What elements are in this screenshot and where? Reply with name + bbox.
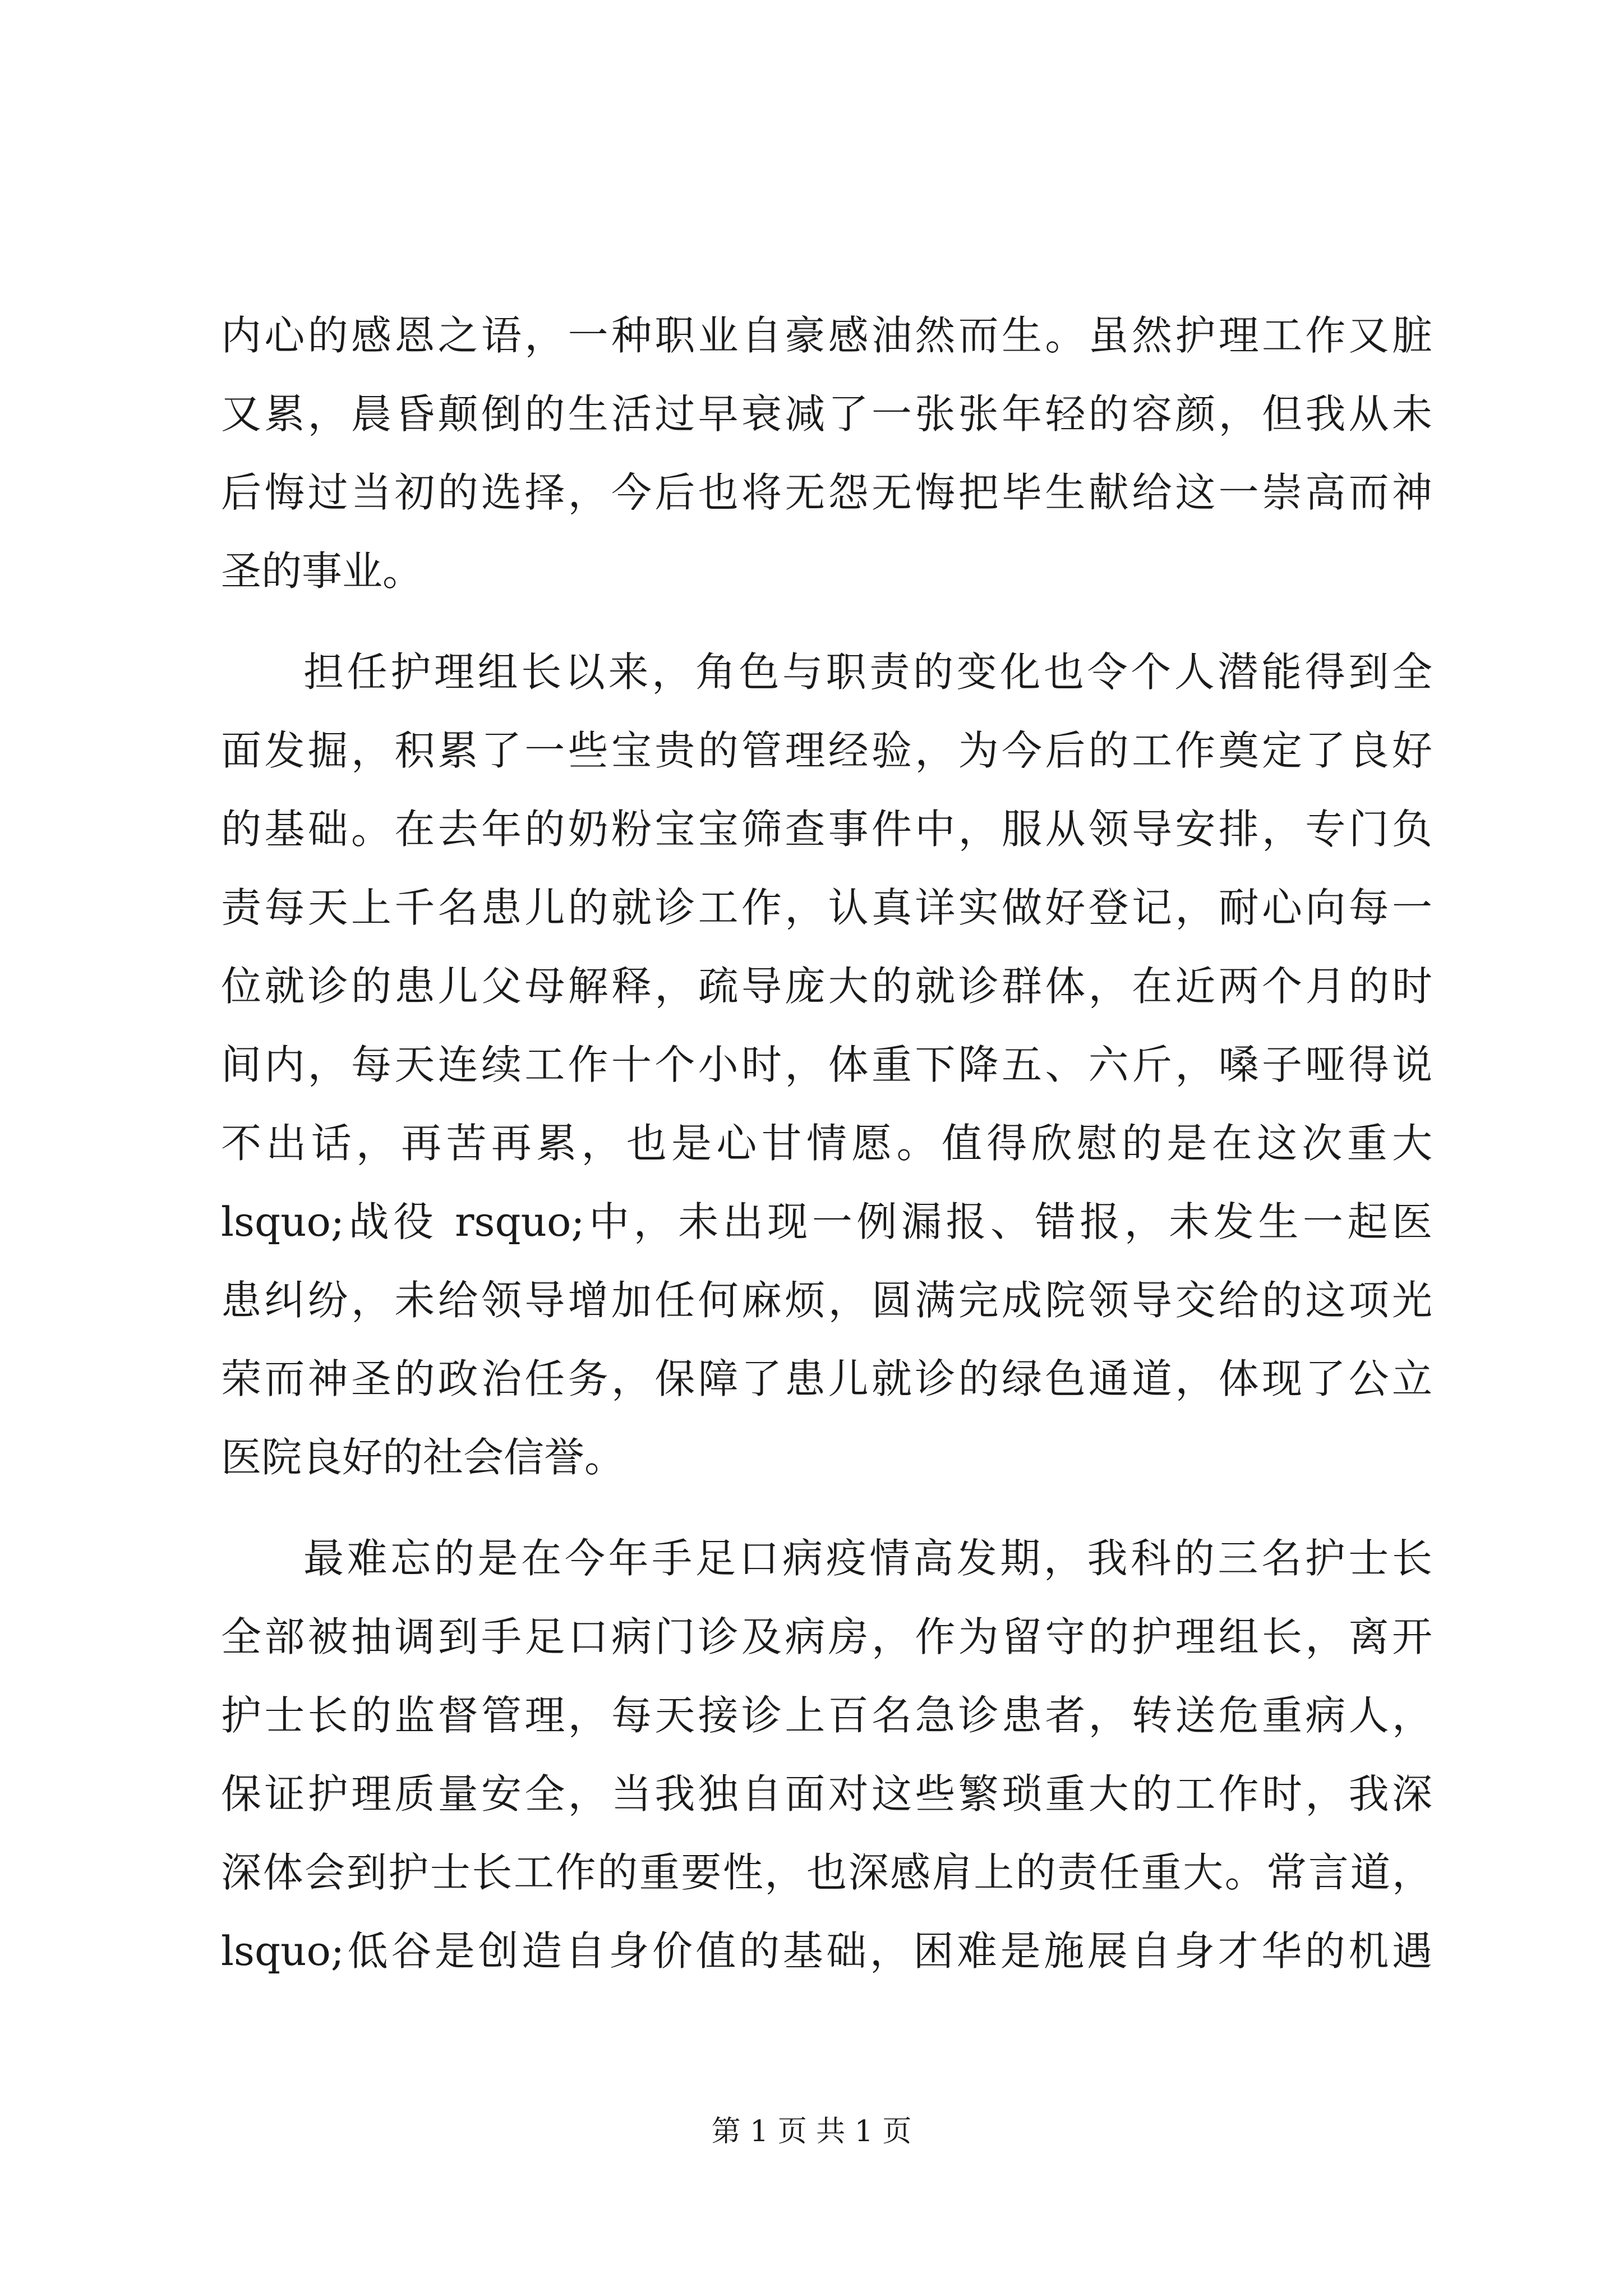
paragraph-3-line-5: 深体会到护士长工作的重要性，也深感肩上的责任重大。常言道， — [221, 1849, 1432, 1896]
paragraph-3-line-3: 护士长的监督管理，每天接诊上百名急诊患者，转送危重病人， — [221, 1692, 1432, 1739]
paragraph-3-line-2: 全部被抽调到手足口病门诊及病房，作为留守的护理组长，离开 — [221, 1613, 1432, 1660]
paragraph-2-line-5: 位就诊的患儿父母解释，疏导庞大的就诊群体，在近两个月的时 — [221, 963, 1432, 1010]
paragraph-2-line-8: lsquo;战役 rsquo;中，未出现一例漏报、错报，未发生一起医 — [221, 1198, 1432, 1245]
paragraph-1-line-3: 后悔过当初的选择，今后也将无怨无悔把毕生献给这一崇高而神 — [221, 469, 1432, 516]
paragraph-1-line-2: 又累，晨昏颠倒的生活过早衰减了一张张年轻的容颜，但我从未 — [221, 390, 1432, 438]
paragraph-3-line-6: lsquo;低谷是创造自身价值的基础，困难是施展自身才华的机遇 — [221, 1927, 1432, 1975]
paragraph-2-line-2: 面发掘，积累了一些宝贵的管理经验，为今后的工作奠定了良好 — [221, 727, 1432, 774]
paragraph-2-line-3: 的基础。在去年的奶粉宝宝筛查事件中，服从领导安排，专门负 — [221, 806, 1432, 853]
page-footer: 第 1 页 共 1 页 — [711, 2115, 912, 2148]
paragraph-2-line-1: 担任护理组长以来，角色与职责的变化也令个人潜能得到全 — [303, 648, 1432, 696]
paragraph-2-line-10: 荣而神圣的政治任务，保障了患儿就诊的绿色通道，体现了公立 — [221, 1355, 1432, 1402]
paragraph-2-line-7: 不出话，再苦再累，也是心甘情愿。值得欣慰的是在这次重大 — [221, 1120, 1432, 1167]
paragraph-2-line-11: 医院良好的社会信誉。 — [221, 1434, 625, 1481]
paragraph-2-line-4: 责每天上千名患儿的就诊工作，认真详实做好登记，耐心向每一 — [221, 884, 1432, 931]
paragraph-1-line-1: 内心的感恩之语，一种职业自豪感油然而生。虽然护理工作又脏 — [221, 312, 1432, 359]
paragraph-2-line-9: 患纠纷，未给领导增加任何麻烦，圆满完成院领导交给的这项光 — [221, 1277, 1432, 1324]
paragraph-2-line-6: 间内，每天连续工作十个小时，体重下降五、六斤，嗓子哑得说 — [221, 1041, 1432, 1088]
paragraph-3-line-4: 保证护理质量安全，当我独自面对这些繁琐重大的工作时，我深 — [221, 1770, 1432, 1818]
paragraph-3-line-1: 最难忘的是在今年手足口病疫情高发期，我科的三名护士长 — [303, 1535, 1432, 1582]
paragraph-1-line-4: 圣的事业。 — [221, 547, 423, 595]
